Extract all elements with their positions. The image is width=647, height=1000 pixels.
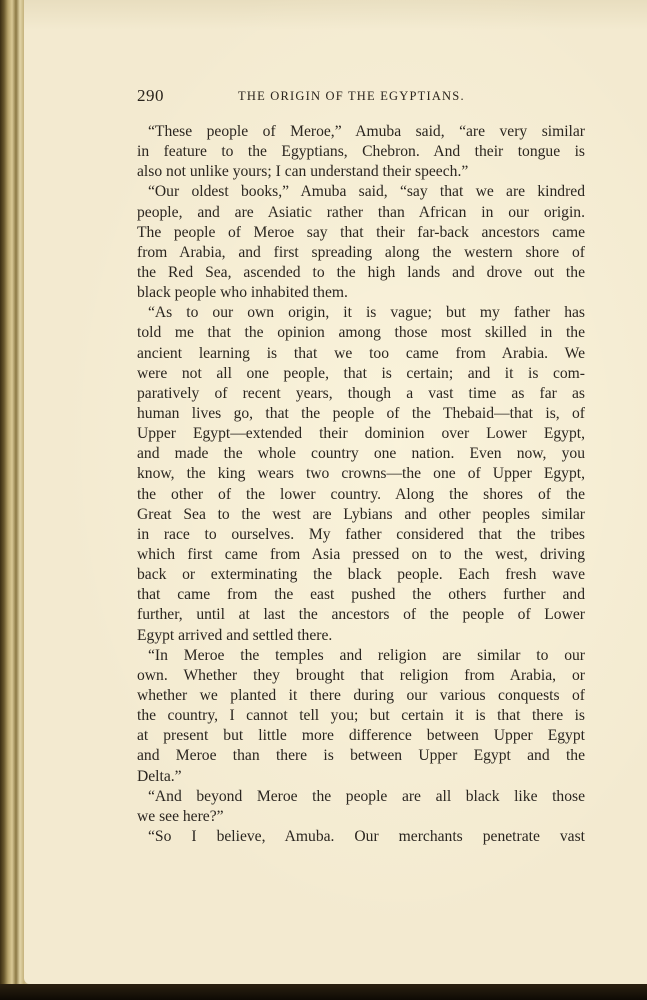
text-line: know, the king wears two crowns—the one of Upper Egypt,: [137, 465, 585, 483]
page-number: 290: [137, 86, 164, 105]
text-line: own. Whether they brought that religion from Arabia, or: [137, 666, 585, 684]
text-line: “And beyond Meroe the people are all black like those: [148, 787, 585, 805]
text-line: whether we planted it there during our various conquests of: [137, 686, 585, 704]
text-line: back or exterminating the black people. Each fresh wave: [137, 566, 585, 584]
text-line: which first came from Asia pressed on to the west, driving: [137, 545, 585, 563]
text-line: from Arabia, and first spreading along the western shore of: [137, 243, 585, 261]
text-line: Great Sea to the west are Lybians and other peoples similar: [137, 505, 585, 523]
text-line: in race to ourselves. My father considered that the tribes: [137, 525, 585, 543]
running-head: THE ORIGIN OF THE EGYPTIANS.: [238, 89, 465, 103]
text-line: at present but little more difference between Upper Egypt: [137, 727, 585, 745]
text-line: “Our oldest books,” Amuba said, “say that we are kindred: [148, 183, 585, 201]
text-line: we see here?”: [137, 807, 224, 825]
page-bottom-edge: [0, 984, 647, 1000]
text-line: people, and are Asiatic rather than African in our origin.: [137, 203, 585, 221]
text-line: and Meroe than there is between Upper Egypt and the: [137, 747, 585, 765]
text-line: further, until at last the ancestors of the people of Lower: [137, 606, 585, 624]
text-line: and made the whole country one nation. Even now, you: [137, 445, 585, 463]
text-line: the other of the lower country. Along the shores of the: [137, 485, 585, 503]
text-line: “So I believe, Amuba. Our merchants penetrate vast: [148, 827, 585, 845]
text-line: also not unlike yours; I can understand their speech.”: [137, 163, 469, 181]
text-line: Upper Egypt—extended their dominion over Lower Egypt,: [137, 425, 585, 443]
text-line: in feature to the Egyptians, Chebron. And their tongue is: [137, 143, 585, 161]
text-line: The people of Meroe say that their far-back ancestors came: [137, 223, 585, 241]
text-line: human lives go, that the people of the Thebaid—that is, of: [137, 404, 585, 422]
text-line: Delta.”: [137, 767, 182, 785]
text-line: “As to our own origin, it is vague; but my father has: [148, 304, 585, 322]
text-line: “These people of Meroe,” Amuba said, “are very similar: [148, 123, 585, 140]
text-line: told me that the opinion among those most skilled in the: [137, 324, 585, 342]
text-line: were not all one people, that is certain; and it is com-: [137, 364, 585, 382]
page-header: [135, 86, 585, 106]
text-line: the country, I cannot tell you; but certain it is that there is: [137, 707, 585, 725]
text-line: ancient learning is that we too came from Arabia. We: [137, 344, 585, 362]
text-line: black people who inhabited them.: [137, 284, 348, 302]
text-line: the Red Sea, ascended to the high lands and drove out the: [137, 263, 585, 281]
text-line: paratively of recent years, though a vast time as far as: [137, 384, 585, 402]
text-line: Egypt arrived and settled there.: [137, 626, 333, 644]
body-text: [137, 122, 585, 847]
text-line: “In Meroe the temples and religion are similar to our: [148, 646, 585, 664]
text-line: that came from the east pushed the others further and: [137, 586, 585, 604]
